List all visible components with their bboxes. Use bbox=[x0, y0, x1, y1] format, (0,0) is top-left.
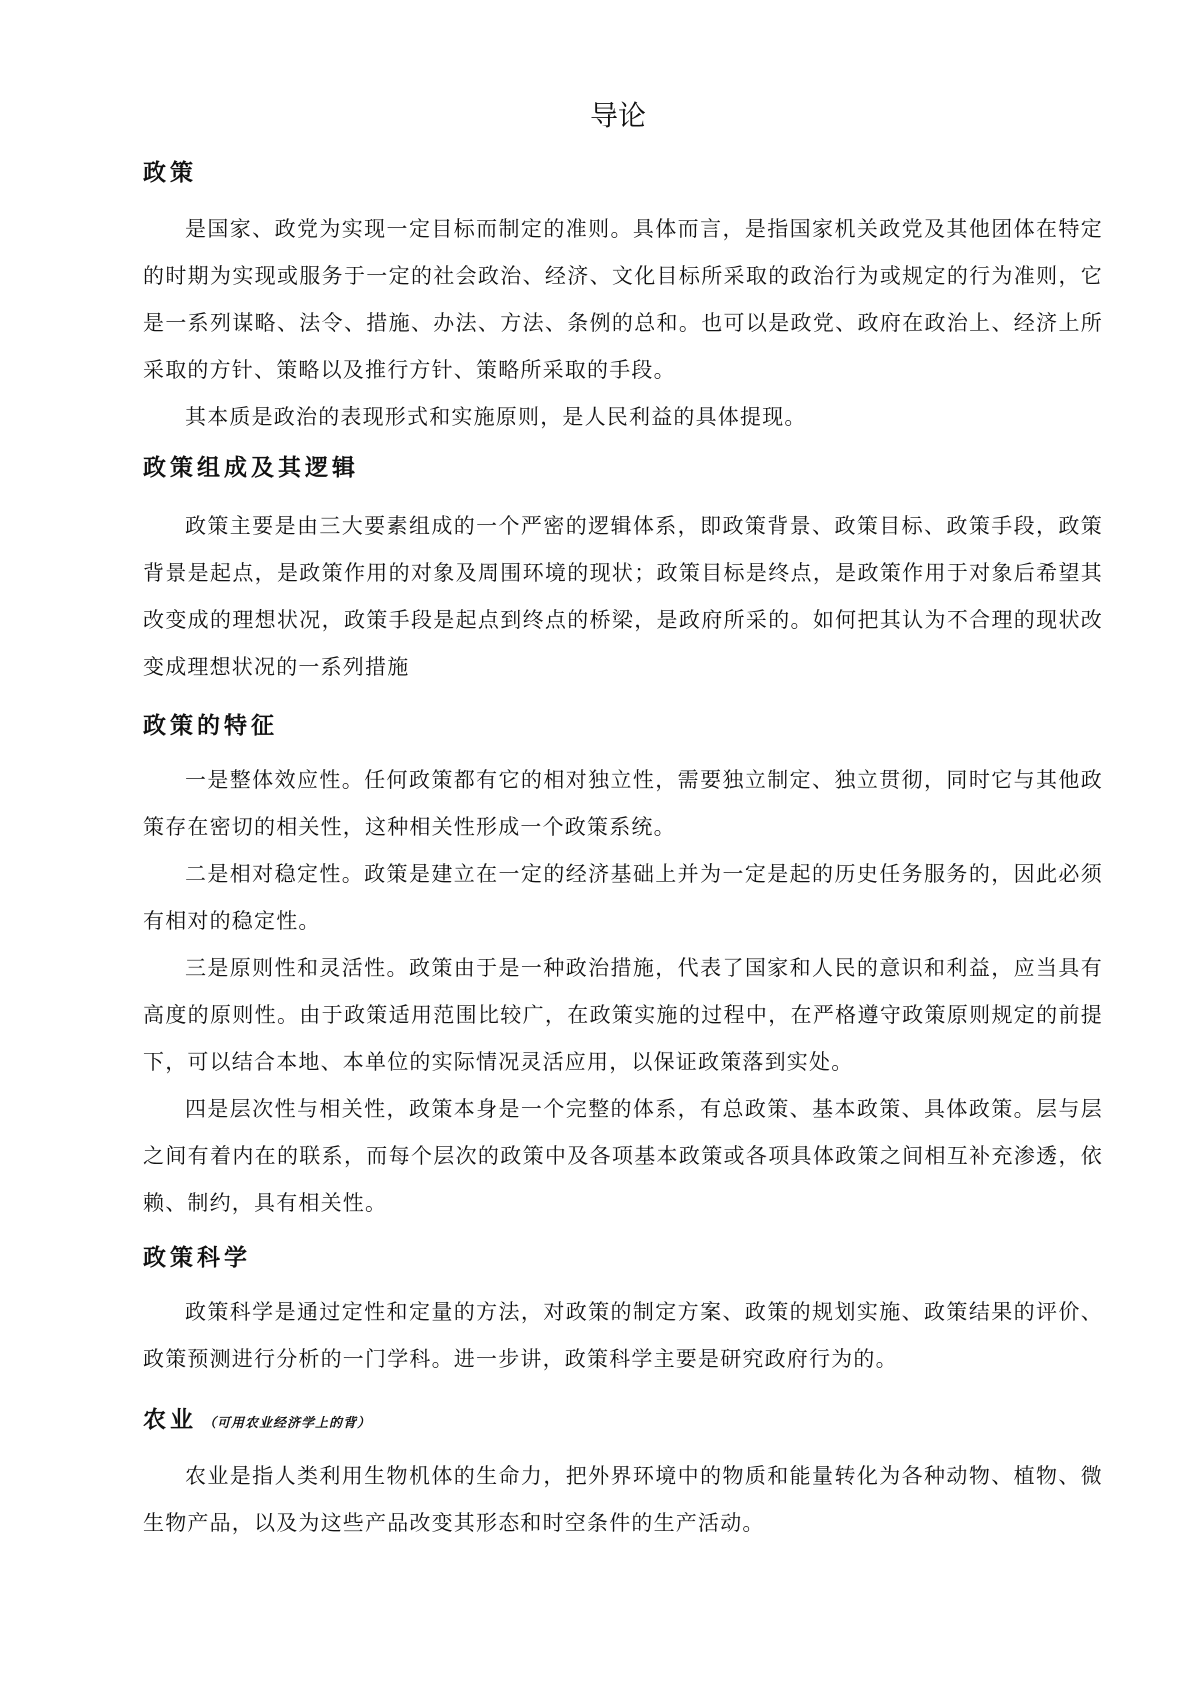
paragraph: 四是层次性与相关性，政策本身是一个完整的体系，有总政策、基本政策、具体政策。层与层之间有着内在的联系，而每个层次的政策中及各项基本政策或各项具体政策之间相互补充渗透，依赖、制约，具有相关性。 bbox=[143, 1097, 1103, 1215]
section-policy bbox=[143, 156, 1103, 441]
page-title: 导论 bbox=[589, 99, 646, 132]
section-heading: 政策组成及其逻辑 bbox=[143, 455, 359, 481]
section-policy-features bbox=[143, 709, 1103, 1227]
document-body bbox=[143, 156, 1103, 1547]
section-policy-composition bbox=[143, 451, 1103, 691]
paragraph: 政策科学是通过定性和定量的方法，对政策的制定方案、政策的规划实施、政策结果的评价、政策预测进行分析的一门学科。进一步讲，政策科学主要是研究政府行为的。 bbox=[143, 1300, 1103, 1371]
section-heading-text: 农业 bbox=[143, 1407, 197, 1433]
section-heading: 政策的特征 bbox=[143, 713, 278, 739]
section-policy-science bbox=[143, 1241, 1103, 1383]
paragraph: 一是整体效应性。任何政策都有它的相对独立性，需要独立制定、独立贯彻，同时它与其他政策存在密切的相关性，这种相关性形成一个政策系统。 bbox=[143, 768, 1103, 839]
section-heading-note: （可用农业经济学上的背） bbox=[203, 1416, 372, 1431]
paragraph: 三是原则性和灵活性。政策由于是一种政治措施，代表了国家和人民的意识和利益，应当具有高度的原则性。由于政策适用范围比较广，在政策实施的过程中，在严格遵守政策原则规定的前提下，可以结合本地、本单位的实际情况灵活应用，以保证政策落到实处。 bbox=[143, 956, 1103, 1074]
paragraph: 二是相对稳定性。政策是建立在一定的经济基础上并为一定是起的历史任务服务的，因此必须有相对的稳定性。 bbox=[143, 862, 1103, 933]
paragraph: 农业是指人类利用生物机体的生命力，把外界环境中的物质和能量转化为各种动物、植物、微生物产品，以及为这些产品改变其形态和时空条件的生产活动。 bbox=[143, 1464, 1103, 1535]
paragraph: 政策主要是由三大要素组成的一个严密的逻辑体系，即政策背景、政策目标、政策手段，政策背景是起点，是政策作用的对象及周围环境的现状；政策目标是终点，是政策作用于对象后希望其改变成的理想状况，政策手段是起点到终点的桥梁，是政府所采的。如何把其认为不合理的现状改变成理想状况的一系列措施 bbox=[143, 514, 1103, 679]
section-agriculture bbox=[143, 1403, 1103, 1547]
section-heading: 政策 bbox=[143, 160, 197, 186]
paragraph: 其本质是政治的表现形式和实施原则，是人民利益的具体提现。 bbox=[185, 405, 807, 429]
section-heading: 政策科学 bbox=[143, 1245, 251, 1271]
paragraph: 是国家、政党为实现一定目标而制定的准则。具体而言，是指国家机关政党及其他团体在特定的时期为实现或服务于一定的社会政治、经济、文化目标所采取的政治行为或规定的行为准则，它是一系列谋略、法令、措施、办法、方法、条例的总和。也可以是政党、政府在政治上、经济上所采取的方针、策略以及推行方针、策略所采取的手段。 bbox=[143, 217, 1103, 382]
section-heading bbox=[143, 1403, 1103, 1441]
